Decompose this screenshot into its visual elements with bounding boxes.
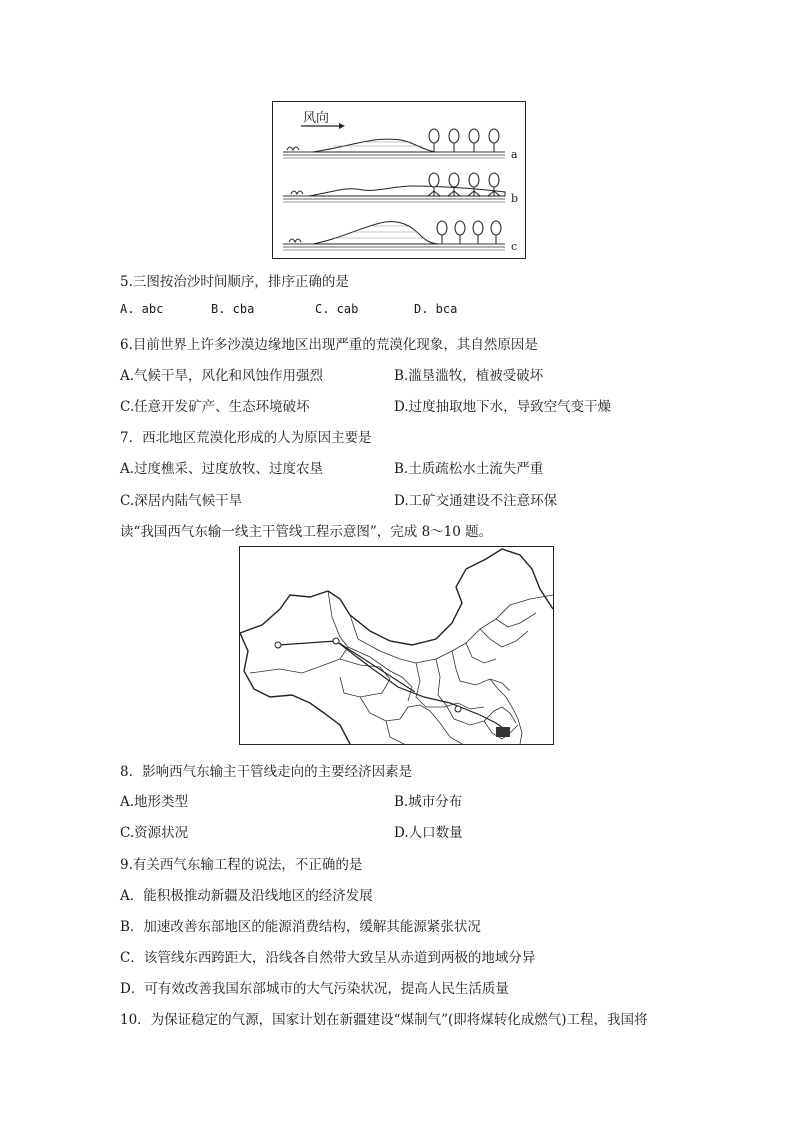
- q7-stem: 7．西北地区荒漠化形成的人为原因主要是: [120, 430, 372, 446]
- q8-stem: 8．影响西气东输主干管线走向的主要经济因素是: [120, 764, 413, 780]
- q5-option-a: A. abc: [120, 302, 164, 316]
- q9-option-a: A．能积极推动新疆及沿线地区的经济发展: [120, 888, 373, 904]
- sand-control-figure: [272, 101, 526, 259]
- q9-option-c: C．该管线东西跨距大，沿线各自然带大致呈从赤道到两极的地域分异: [120, 950, 536, 966]
- row-a: [283, 129, 505, 158]
- q8-option-b: B.城市分布: [394, 794, 463, 810]
- q9-option-d: D．可有效改善我国东部城市的大气污染状况，提高人民生活质量: [120, 981, 509, 997]
- pipeline-map: [240, 547, 553, 744]
- wind-label: 风向: [303, 111, 330, 126]
- q6-option-c: C.任意开发矿产、生态环境破坏: [120, 399, 310, 415]
- q6-stem: 6.目前世界上许多沙漠边缘地区出现严重的荒漠化现象，其自然原因是: [120, 337, 538, 353]
- q5-option-b: B. cba: [211, 302, 255, 316]
- row-label-b: b: [511, 192, 519, 205]
- q7-option-a: A.过度樵采、过度放牧、过度农垦: [120, 461, 324, 477]
- q7-option-b: B.土质疏松水土流失严重: [394, 461, 544, 477]
- q8-option-a: A.地形类型: [120, 794, 189, 810]
- row-label-c: c: [511, 240, 518, 253]
- q8-option-c: C.资源状况: [120, 825, 189, 841]
- q5-option-d: D. bca: [414, 302, 458, 316]
- row-c: [283, 221, 505, 250]
- row-b: [283, 173, 505, 202]
- section-intro: 读“我国西气东输一线主干管线工程示意图”，完成 8～10 题。: [120, 524, 493, 540]
- row-label-a: a: [511, 148, 518, 161]
- q5-stem: 5.三图按治沙时间顺序，排序正确的是: [120, 274, 349, 290]
- q6-option-a: A.气候干旱，风化和风蚀作用强烈: [120, 368, 324, 384]
- q9-option-b: B．加速改善东部地区的能源消费结构，缓解其能源紧张状况: [120, 919, 481, 935]
- pipeline-map-figure: [239, 546, 554, 745]
- q10-stem: 10．为保证稳定的气源，国家计划在新疆建设“煤制气”(即将煤转化成燃气)工程，我国将: [120, 1012, 648, 1028]
- q7-option-c: C.深居内陆气候干旱: [120, 493, 243, 509]
- q9-stem: 9.有关西气东输工程的说法，不正确的是: [120, 857, 363, 873]
- q6-option-d: D.过度抽取地下水，导致空气变干燥: [394, 399, 612, 415]
- q7-option-d: D.工矿交通建设不注意环保: [394, 493, 558, 509]
- q5-option-c: C. cab: [315, 302, 359, 316]
- q6-option-b: B.滥垦滥牧，植被受破坏: [394, 368, 544, 384]
- q8-option-d: D.人口数量: [394, 825, 463, 841]
